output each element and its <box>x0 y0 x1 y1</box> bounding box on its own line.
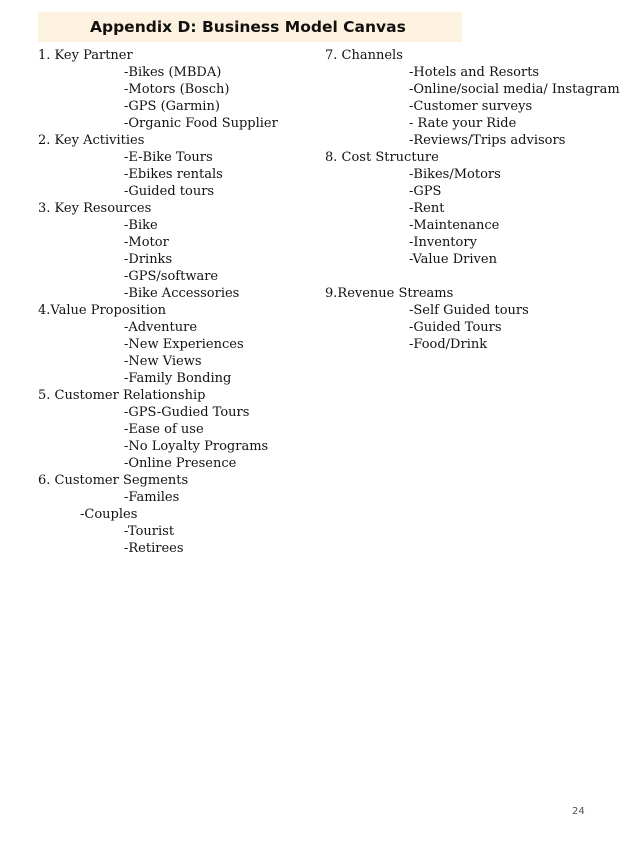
section-heading-key-partner: 1. Key Partner <box>38 48 133 63</box>
list-item: -Online/social media/ Instagram <box>409 82 620 97</box>
list-item: -Retirees <box>124 541 184 556</box>
list-item: -New Views <box>124 354 202 369</box>
list-item: -Customer surveys <box>409 99 533 114</box>
list-item: -Inventory <box>409 235 477 250</box>
list-item: -Ease of use <box>124 422 204 437</box>
section-heading-customer-relationship: 5. Customer Relationship <box>38 388 206 403</box>
list-item: -GPS <box>409 184 442 199</box>
list-item: -E-Bike Tours <box>124 150 213 165</box>
list-item: -Self Guided tours <box>409 303 529 318</box>
title-bar <box>38 12 462 42</box>
list-item: -Bikes/Motors <box>409 167 501 182</box>
list-item: - Rate your Ride <box>409 116 517 131</box>
right-column <box>325 47 625 353</box>
left-column <box>38 47 308 557</box>
list-item: -Motor <box>124 235 169 250</box>
list-item: -Rent <box>409 201 445 216</box>
list-item: -Guided Tours <box>409 320 502 335</box>
list-item: -Family Bonding <box>124 371 232 386</box>
list-item: -Reviews/Trips advisors <box>409 133 566 148</box>
list-item: -Adventure <box>124 320 198 335</box>
section-heading-cost-structure: 8. Cost Structure <box>325 150 439 165</box>
page-title: Appendix D: Business Model Canvas <box>90 18 406 36</box>
list-item: -New Experiences <box>124 337 244 352</box>
list-item: -Online Presence <box>124 456 237 471</box>
list-item: -Value Driven <box>409 252 497 267</box>
blank-line <box>325 268 625 285</box>
list-item: -Bikes (MBDA) <box>124 65 222 80</box>
list-item: -Couples <box>80 507 138 522</box>
list-item: -Motors (Bosch) <box>124 82 230 97</box>
list-item: -GPS-Gudied Tours <box>124 405 250 420</box>
list-item: -GPS/software <box>124 269 219 284</box>
list-item: -Familes <box>124 490 180 505</box>
section-heading-revenue-streams: 9.Revenue Streams <box>325 286 454 301</box>
list-item: -Food/Drink <box>409 337 488 352</box>
section-heading-key-activities: 2. Key Activities <box>38 133 145 148</box>
list-item: -Drinks <box>124 252 173 267</box>
page-number: 24 <box>572 806 585 817</box>
list-item: -Bike Accessories <box>124 286 240 301</box>
list-item: -Hotels and Resorts <box>409 65 540 80</box>
list-item: -Maintenance <box>409 218 500 233</box>
list-item: -No Loyalty Programs <box>124 439 269 454</box>
section-heading-channels: 7. Channels <box>325 48 403 63</box>
list-item: -Bike <box>124 218 158 233</box>
section-heading-value-proposition: 4.Value Proposition <box>38 303 167 318</box>
section-heading-customer-segments: 6. Customer Segments <box>38 473 189 488</box>
list-item: -GPS (Garmin) <box>124 99 220 114</box>
section-heading-key-resources: 3. Key Resources <box>38 201 152 216</box>
list-item: -Guided tours <box>124 184 215 199</box>
list-item: -Ebikes rentals <box>124 167 223 182</box>
list-item: -Tourist <box>124 524 175 539</box>
list-item: -Organic Food Supplier <box>124 116 278 131</box>
